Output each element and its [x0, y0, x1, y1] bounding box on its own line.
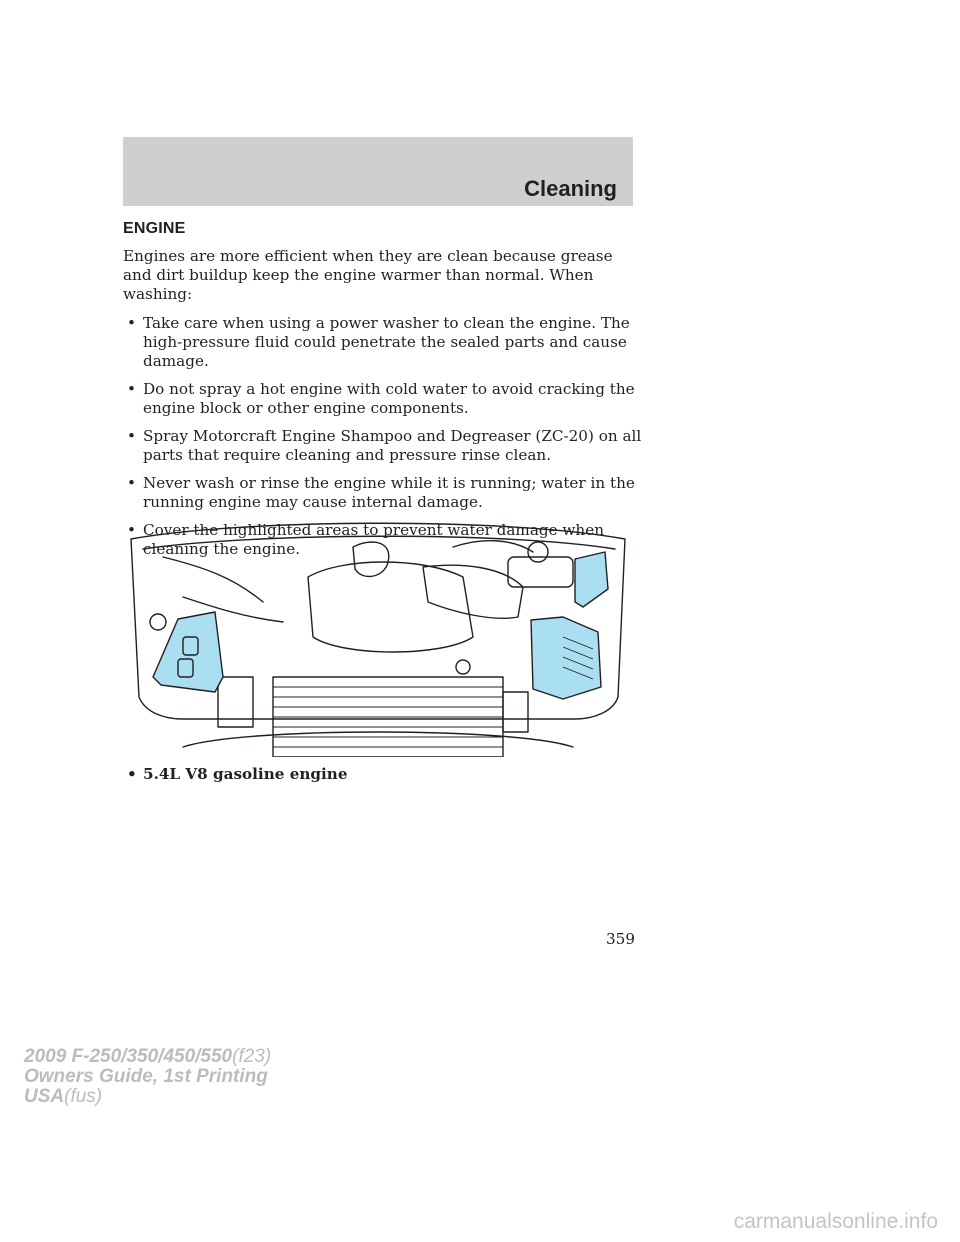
battery-terminal — [178, 659, 193, 677]
hose — [163, 557, 263, 602]
footer — [24, 1047, 271, 1107]
footer-model-code: (f23) — [232, 1046, 272, 1067]
footer-line — [24, 1087, 271, 1107]
bullet-symbol: • — [127, 427, 136, 445]
page-number: 359 — [606, 930, 635, 948]
intro-paragraph: Engines are more efficient when they are clean because grease and dirt buildup keep the engine warmer than normal. When washing: — [123, 247, 613, 303]
cap — [456, 660, 470, 674]
list-item — [123, 314, 643, 371]
battery-terminal — [183, 637, 198, 655]
figure-caption — [123, 765, 348, 783]
engine-compartment-illustration — [123, 507, 633, 757]
footer-line — [24, 1047, 271, 1067]
footer-market-code: (fus) — [64, 1086, 103, 1107]
reservoir-cap — [528, 542, 548, 562]
cap — [150, 614, 166, 630]
list-item-text: Cover the highlighted areas to prevent water damage when cleaning the engine. — [143, 521, 604, 558]
section-title: ENGINE — [123, 220, 186, 237]
hose — [453, 541, 533, 552]
watermark: carmanualsonline.info — [733, 1210, 938, 1233]
engine-diagram — [123, 507, 633, 757]
bullet-symbol: • — [127, 380, 136, 398]
intake-tube — [353, 542, 389, 576]
list-item-text: Never wash or rinse the engine while it is running; water in the running engine may cause internal damage. — [143, 474, 635, 511]
chapter-title: Cleaning — [524, 176, 617, 201]
list-item — [123, 380, 643, 418]
bullet-symbol: • — [127, 521, 136, 539]
bullet-symbol: • — [127, 314, 136, 332]
engine-block — [308, 562, 473, 652]
footer-model: 2009 F-250/350/450/550 — [24, 1046, 233, 1067]
bullet-symbol: • — [127, 474, 136, 492]
fuse-box-highlight — [575, 552, 608, 607]
bumper-arc — [183, 732, 573, 747]
chapter-header — [123, 137, 633, 206]
list-item-text: Spray Motorcraft Engine Shampoo and Degreaser (ZC-20) on all parts that require cleaning and pressure rinse clean. — [143, 427, 642, 464]
list-item-text: Do not spray a hot engine with cold water to avoid cracking the engine block or other engine components. — [143, 380, 635, 417]
footer-guide: Owners Guide, 1st Printing — [24, 1066, 268, 1087]
figure-caption-text: 5.4L V8 gasoline engine — [143, 765, 348, 783]
bullet-symbol: • — [127, 765, 137, 783]
footer-market: USA — [24, 1086, 65, 1107]
list-item — [123, 427, 643, 465]
bracket — [503, 692, 528, 732]
list-item-text: Take care when using a power washer to clean the engine. The high-pressure fluid could penetrate the sealed parts and cause damage. — [143, 314, 630, 370]
